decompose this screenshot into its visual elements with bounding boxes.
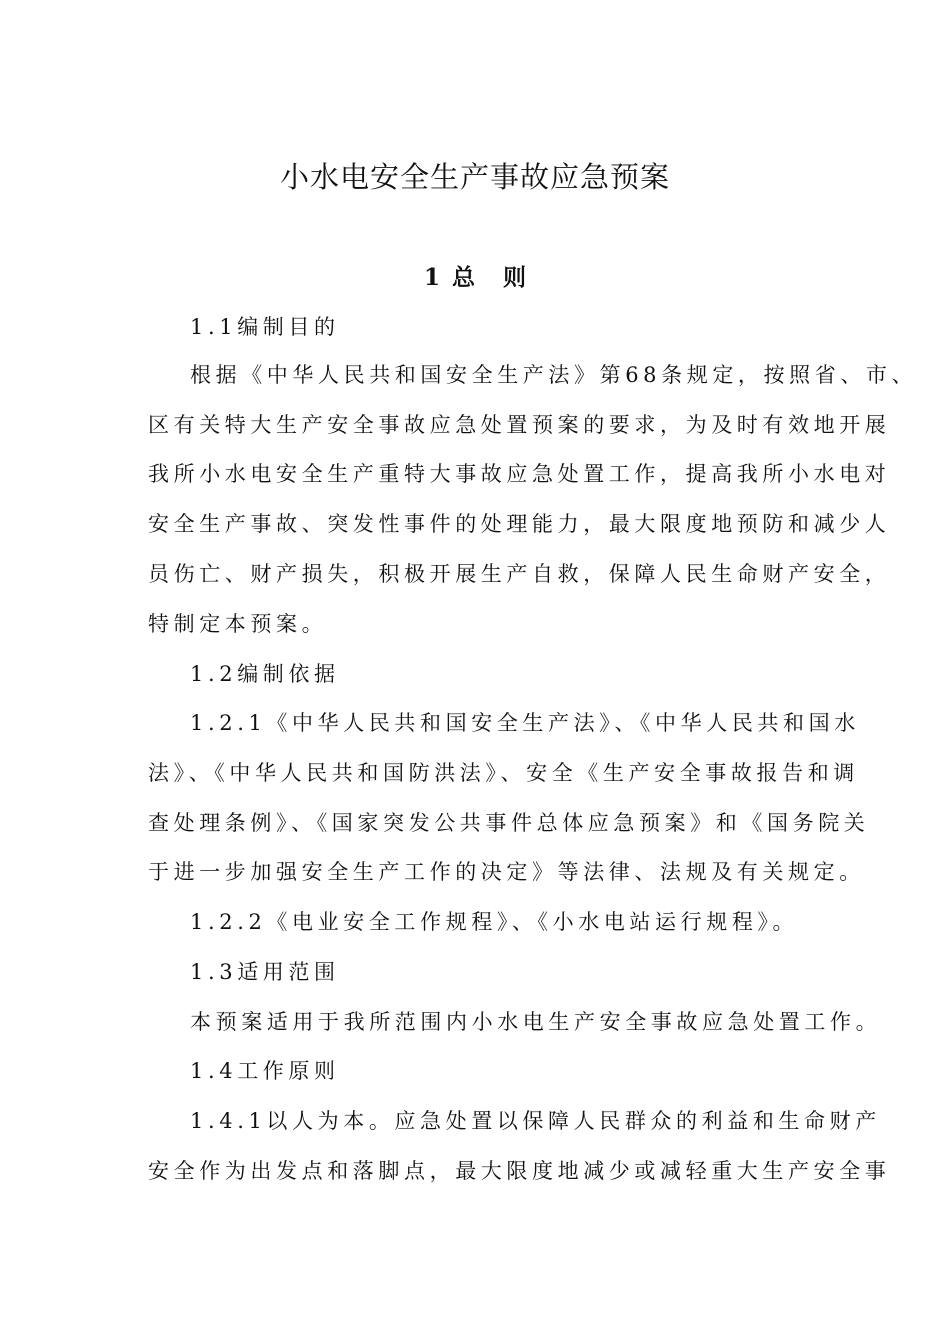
paragraph-line: 安全生产事故、突发性事件的处理能力，最大限度地预防和减少人 [148, 512, 891, 536]
paragraph-line: 于进一步加强安全生产工作的决定》等法律、法规及有关规定。 [148, 860, 865, 884]
section-heading-1-1: 1.1编制目的 [190, 315, 340, 339]
chapter-heading [0, 258, 950, 298]
paragraph-line: 本预案适用于我所范围内小水电生产安全事故应急处置工作。 [190, 1010, 882, 1034]
paragraph-line: 员伤亡、财产损失，积极开展生产自救，保障人民生命财产安全， [148, 562, 891, 586]
paragraph-line: 1.4.1以人为本。应急处置以保障人民群众的利益和生命财产 [190, 1109, 881, 1133]
paragraph-line: 区有关特大生产安全事故应急处置预案的要求，为及时有效地开展 [148, 413, 891, 437]
paragraph-line: 安全作为出发点和落脚点，最大限度地减少或减轻重大生产安全事 [148, 1159, 891, 1183]
paragraph-line: 查处理条例》、《国家突发公共事件总体应急预案》和《国务院关 [148, 811, 870, 835]
section-heading-1-3: 1.3适用范围 [190, 960, 340, 984]
paragraph-line: 1.2.2《电业安全工作规程》、《小水电站运行规程》。 [190, 910, 799, 934]
section-heading-1-2: 1.2编制依据 [190, 662, 340, 686]
paragraph-line: 我所小水电安全生产重特大事故应急处置工作，提高我所小水电对 [148, 462, 891, 486]
paragraph-line: 法》、《中华人民共和国防洪法》、安全《生产安全事故报告和调 [148, 761, 859, 785]
paragraph-line: 根据《中华人民共和国安全生产法》第68条规定，按照省、市、 [190, 363, 918, 387]
document-title: 小水电安全生产事故应急预案 [279, 160, 670, 194]
paragraph-line: 1.2.1《中华人民共和国安全生产法》、《中华人民共和国水 [190, 711, 860, 735]
chapter-title-part2: 则 [503, 264, 526, 291]
chapter-number: 1 [423, 264, 440, 291]
paragraph-line: 特制定本预案。 [148, 612, 328, 636]
chapter-title-part1: 总 [452, 264, 475, 291]
section-heading-1-4: 1.4工作原则 [190, 1059, 340, 1083]
